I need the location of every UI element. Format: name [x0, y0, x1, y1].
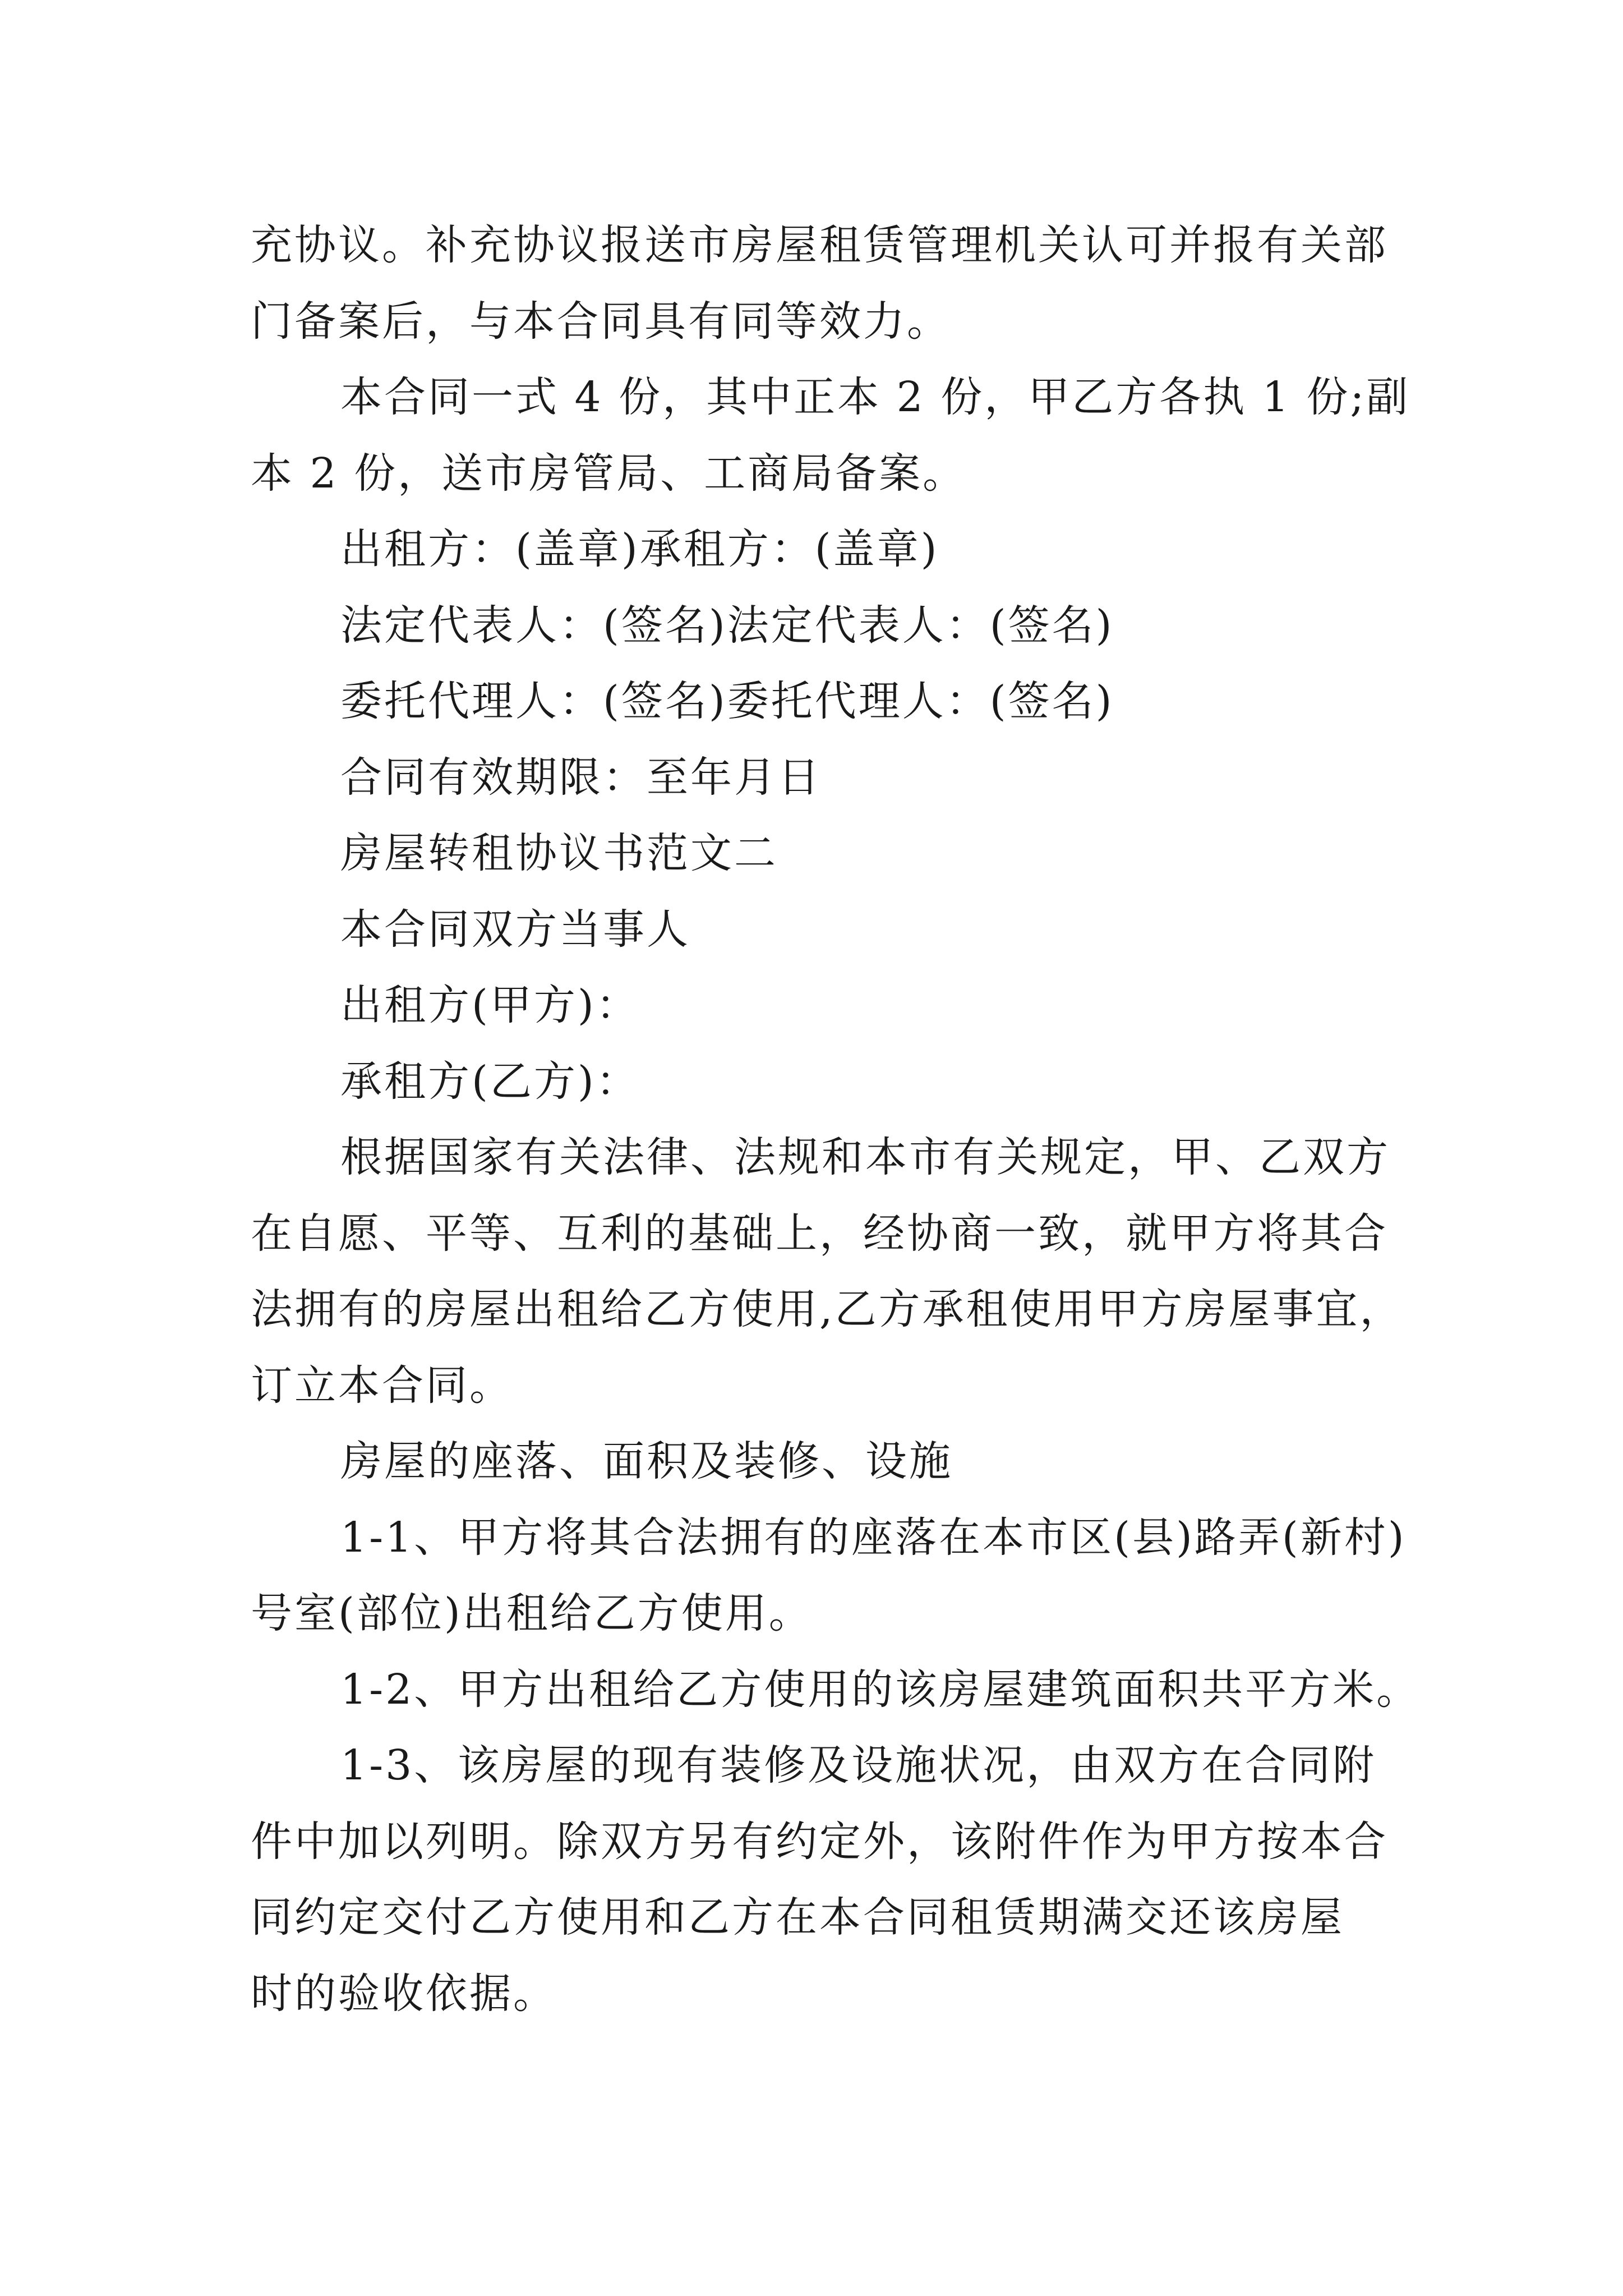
paragraph [251, 892, 1389, 968]
text-line: 时的验收依据。 [251, 1969, 557, 2018]
text-line: 订立本合同。 [251, 1361, 513, 1410]
paragraph [251, 1120, 1404, 1424]
text-line: 件中加以列明。除双方另有约定外，该附件作为甲方按本合 [251, 1817, 1388, 1866]
text-line: 出租方：(盖章)承租方：(盖章) [340, 525, 939, 573]
text-line: 号室(部位)出租给乙方使用。 [251, 1589, 813, 1637]
paragraph [251, 360, 1410, 512]
signature-line-legal-rep [251, 588, 1389, 664]
text-line: 根据国家有关法律、法规和本市有关规定，甲、乙双方 [340, 1133, 1390, 1181]
text-line: 合同有效期限：至年月日 [340, 753, 822, 802]
clause-1-1 [251, 1500, 1407, 1652]
text-line: 法定代表人：(签名)法定代表人：(签名) [340, 601, 1114, 650]
paragraph [251, 208, 1389, 360]
signature-line-seal [251, 512, 1389, 588]
text-line: 在自愿、平等、互利的基础上，经协商一致，就甲方将其合 [251, 1209, 1388, 1258]
contract-term-line [251, 740, 1389, 816]
text-line: 本 2 份，送市房管局、工商局备案。 [251, 449, 967, 498]
text-line: 门备案后，与本合同具有同等效力。 [251, 297, 951, 346]
text-line: 法拥有的房屋出租给乙方使用,乙方承租使用甲方房屋事宜， [251, 1285, 1404, 1333]
text-line: 1-2、甲方出租给乙方使用的该房屋建筑面积共平方米。 [340, 1665, 1421, 1714]
text-line: 承租方(乙方)： [340, 1057, 640, 1106]
text-line: 1-1、甲方将其合法拥有的座落在本市区(县)路弄(新村) [340, 1513, 1407, 1562]
text-line: 本合同双方当事人 [340, 905, 690, 954]
text-line: 本合同一式 4 份，其中正本 2 份，甲乙方各执 1 份;副 [340, 373, 1410, 421]
party-b-line [251, 1044, 1389, 1120]
party-a-line [251, 968, 1389, 1044]
text-line: 房屋转租协议书范文二 [340, 829, 778, 877]
section-heading [251, 1424, 1389, 1500]
clause-1-2 [251, 1652, 1421, 1728]
text-line: 房屋的座落、面积及装修、设施 [340, 1437, 953, 1485]
signature-line-agent [251, 664, 1389, 740]
section-heading [251, 816, 1389, 892]
text-line: 1-3、该房屋的现有装修及设施状况，由双方在合同附 [340, 1741, 1377, 1789]
text-line: 充协议。补充协议报送市房屋租赁管理机关认可并报有关部 [251, 221, 1388, 269]
text-line: 出租方(甲方)： [340, 981, 640, 1029]
clause-1-3 [251, 1728, 1389, 2032]
text-line: 委托代理人：(签名)委托代理人：(签名) [340, 677, 1114, 725]
text-line: 同约定交付乙方使用和乙方在本合同租赁期满交还该房屋 [251, 1893, 1344, 1941]
document-body [251, 208, 1421, 2032]
